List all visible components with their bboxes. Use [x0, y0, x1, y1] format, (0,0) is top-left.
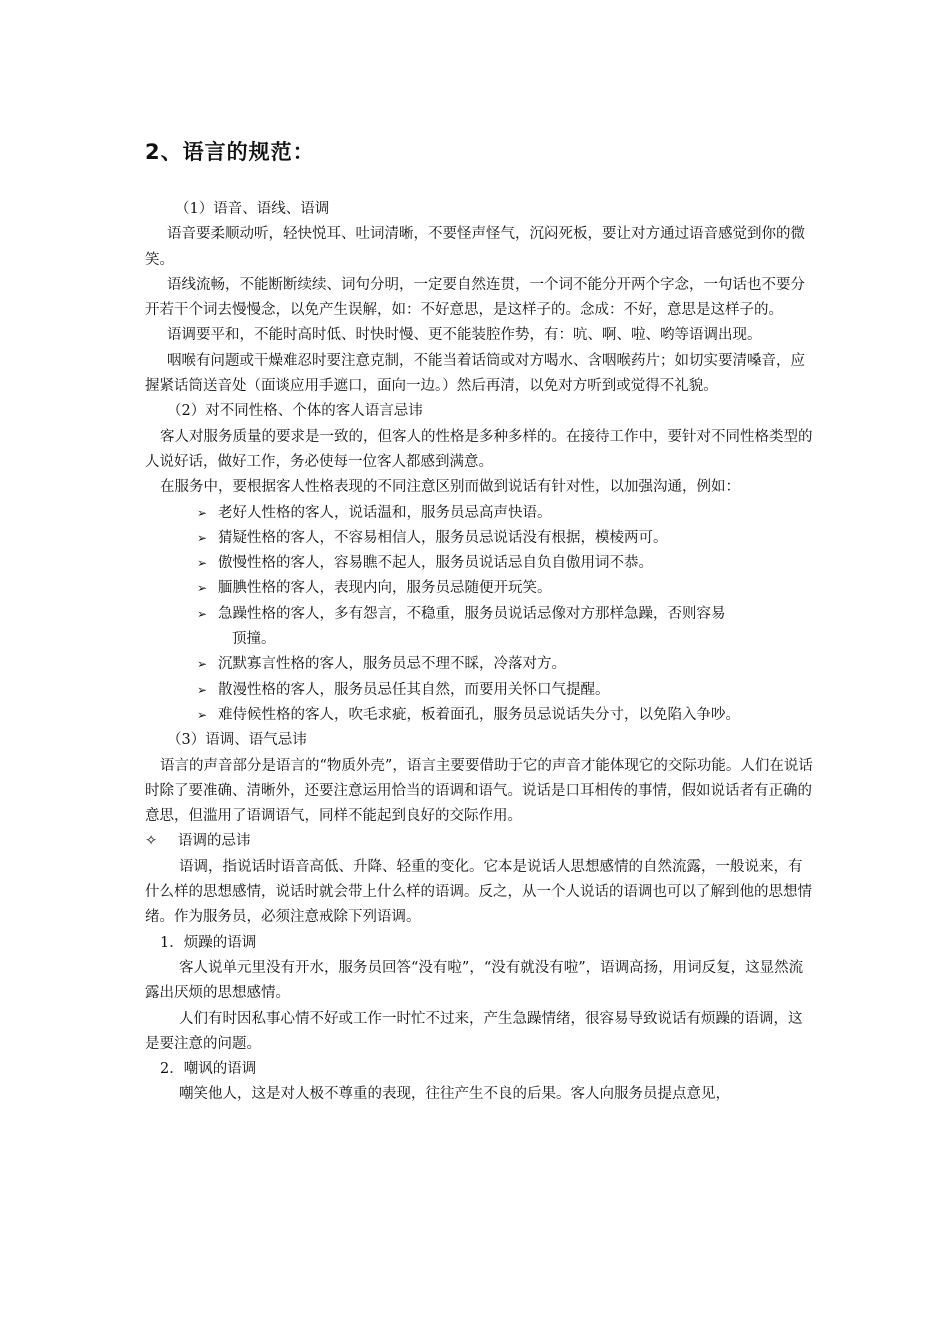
personality-list — [145, 501, 813, 729]
paragraph: 人们有时因私事心情不好或工作一时忙不过来，产生急躁情绪，很容易导致说话有烦躁的语调，这是要注意的问题。 — [145, 1010, 803, 1052]
arrow-bullet-icon: ➢ — [197, 606, 208, 621]
numbered-heading: 1．烦躁的语调 — [160, 934, 257, 951]
paragraph: 语调要平和，不能时高时低、时快时慢、更不能装腔作势，有：吭、啊、啦、哟等语调出现。 — [167, 327, 762, 344]
arrow-bullet-icon: ➢ — [197, 657, 208, 672]
list-item: ➢ 散漫性格的客人，服务员忌任其自然，而要用关怀口气提醒。 — [145, 678, 813, 703]
subsection-heading-3: （3）语调、语气忌讳 — [167, 732, 307, 749]
arrow-bullet-icon: ➢ — [197, 707, 208, 722]
paragraph: 嘲笑他人，这是对人极不尊重的表现，往往产生不良的后果。客人向服务员提点意见， — [179, 1086, 730, 1103]
list-item: ➢ 腼腆性格的客人，表现内向，服务员忌随便开玩笑。 — [145, 576, 813, 601]
list-item: ➢ 沉默寡言性格的客人，服务员忌不理不睬，冷落对方。 — [145, 652, 813, 677]
paragraph: 客人说单元里没有开水，服务员回答“没有啦”，“没有就没有啦”，语调高扬，用词反复，这显然流露出厌烦的思想感情。 — [145, 959, 804, 1002]
arrow-bullet-icon: ➢ — [197, 581, 208, 596]
paragraph: 咽喉有问题或干燥难忍时要注意克制，不能当着话筒或对方喝水、含咽喉药片；如切实要清嗓音，应握紧话筒送音处（面谈应用手遮口，面向一边。）然后再清，以免对方听到或觉得不礼貌。 — [145, 352, 805, 395]
arrow-bullet-icon: ➢ — [197, 556, 208, 571]
star-bullet-icon: ✧ — [145, 833, 158, 850]
subsection-heading-2: （2）对不同性格、个体的客人语言忌讳 — [167, 403, 423, 420]
arrow-bullet-icon: ➢ — [197, 505, 208, 520]
list-item: ➢ 傲慢性格的客人，容易瞧不起人，服务员说话忌自负自傲用词不恭。 — [145, 551, 813, 576]
list-item: ➢ 猜疑性格的客人，不容易相信人，服务员忌说话没有根据，模棱两可。 — [145, 526, 813, 551]
numbered-heading: 2．嘲讽的语调 — [160, 1061, 257, 1078]
document-body — [145, 197, 813, 1108]
list-item: ➢ 急躁性格的客人，多有怨言，不稳重，服务员说话忌像对方那样急躁，否则容易 顶撞。 — [145, 602, 813, 653]
list-item: ➢ 难侍候性格的客人，吹毛求疵，板着面孔，服务员忌说话失分寸，以免陷入争吵。 — [145, 703, 813, 728]
arrow-bullet-icon: ➢ — [197, 530, 208, 545]
arrow-bullet-icon: ➢ — [197, 682, 208, 697]
star-item: ✧ 语调的忌讳 — [145, 829, 813, 854]
subsection-heading-1: （1）语音、语线、语调 — [175, 201, 330, 217]
list-item: ➢ 老好人性格的客人，说话温和，服务员忌高声快语。 — [145, 501, 813, 526]
paragraph: 语音要柔顺动听，轻快悦耳、吐词清晰，不要怪声怪气，沉闷死板，要让对方通过语音感觉到你的微笑。 — [145, 226, 805, 268]
paragraph: 在服务中，要根据客人性格表现的不同注意区别而做到说话有针对性，以加强沟通，例如： — [160, 479, 740, 496]
paragraph: 客人对服务质量的要求是一致的，但客人的性格是多种多样的。在接待工作中，要针对不同性格类型的人说好话，做好工作，务必使每一位客人都感到满意。 — [145, 428, 813, 470]
paragraph: 语线流畅，不能断断续续、词句分明，一定要自然连贯，一个词不能分开两个字念，一句话也不要分开若干个词去慢慢念，以免产生误解，如：不好意思，是这样子的。念成：不好，意思是这样子的。 — [145, 276, 805, 319]
section-title: 2、语言的规范： — [145, 140, 315, 164]
paragraph: 语言的声音部分是语言的“物质外壳”，语言主要要借助于它的声音才能体现它的交际功能。人们在说话时除了要准确、清晰外，还要注意运用恰当的语调和语气。说话是口耳相传的事情，假如说话者有正确的意思，但滥用了语调语气，同样不能起到良好的交际作用。 — [145, 757, 813, 825]
paragraph: 语调，指说话时语音高低、升降、轻重的变化。它本是说话人思想感情的自然流露，一般说来，有什么样的思想感情，说话时就会带上什么样的语调。反之，从一个人说话的语调也可以了解到他的思想情绪。作为服务员，必须注意戒除下列语调。 — [145, 858, 812, 926]
